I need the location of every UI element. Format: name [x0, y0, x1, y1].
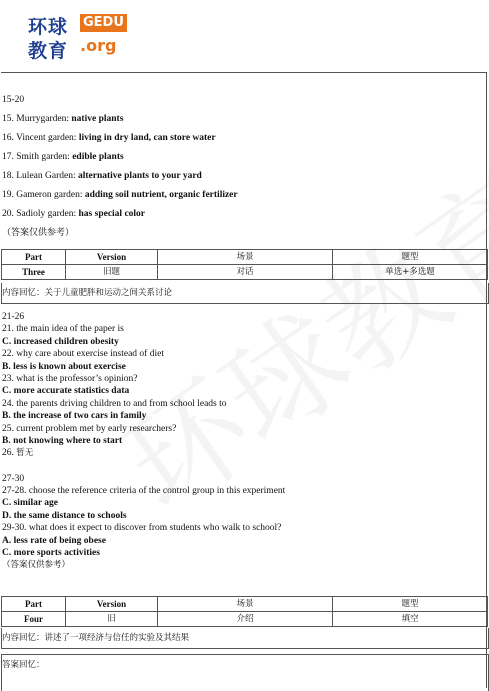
q-line: 22. why care about exercise instead of diet — [2, 349, 164, 360]
answer-line: B. less is known about exercise — [2, 361, 126, 372]
answer-line: 19. Gameron garden: adding soil nutrient, organic fertilizer — [2, 190, 238, 200]
q-line: 26. 暂无 — [2, 448, 34, 459]
answer-line: C. more sports activities — [2, 548, 100, 559]
recall-label: 内容回忆： — [2, 288, 45, 298]
reference-note: （答案仅供参考） — [2, 560, 71, 571]
gedu-logo — [28, 10, 138, 62]
section-15-20 — [2, 91, 238, 243]
part-four-table — [1, 596, 488, 627]
type-value: 填空 — [333, 612, 488, 627]
scene-value: 对话 — [158, 265, 333, 280]
q-line: 21. the main idea of the paper is — [2, 324, 124, 335]
part-value: Four — [2, 612, 66, 627]
section-21-30 — [2, 311, 285, 572]
header-type: 题型 — [333, 597, 488, 612]
answer-line: C. increased children obesity — [2, 336, 119, 347]
answer-line: B. not knowing where to start — [2, 435, 123, 446]
range-label: 15-20 — [2, 95, 25, 105]
answer-line: C. more accurate statistics data — [2, 386, 130, 397]
recall-text: 讲述了一项经济与信任的实验及其结果 — [44, 633, 190, 643]
logo-en-bottom: .org — [80, 36, 117, 55]
version-value: 旧题 — [66, 265, 158, 280]
q-line: 25. current problem met by early researchers? — [2, 423, 177, 434]
logo-cn-bottom: 教育 — [28, 40, 69, 62]
answer-line: B. the increase of two cars in family — [2, 411, 147, 422]
version-value: 旧 — [66, 612, 158, 627]
answer-line: 17. Smith garden: edible plants — [2, 152, 124, 162]
part-value: Three — [2, 265, 66, 280]
answer-line: C. similar age — [2, 498, 59, 509]
type-value: 单选+多选题 — [333, 265, 488, 280]
header-scene: 场景 — [158, 597, 333, 612]
answer-line: 18. Lulean Garden: alternative plants to your yard — [2, 171, 202, 181]
content-recall-part3 — [1, 283, 489, 304]
recall-label: 内容回忆： — [2, 633, 45, 643]
answer-line: 20. Sadioly garden: has special color — [2, 209, 146, 219]
q-line: 29-30. what does it expect to discover from students who walk to school? — [2, 523, 282, 534]
header-part: Part — [2, 250, 66, 265]
logo-en-top: GEDU — [80, 14, 127, 32]
header-scene: 场景 — [158, 250, 333, 265]
answer-recall: 答案回忆： — [1, 654, 489, 691]
scene-value: 介绍 — [158, 612, 333, 627]
logo-cn-top: 环球 — [28, 16, 69, 38]
header-version: Version — [66, 597, 158, 612]
answer-line: 16. Vincent garden: living in dry land, can store water — [2, 133, 216, 143]
header-type: 题型 — [333, 250, 488, 265]
answer-line: A. less rate of being obese — [2, 535, 106, 546]
q-line: 23. what is the professor’s opinion? — [2, 373, 138, 384]
content-recall-part4 — [1, 628, 489, 649]
header-version: Version — [66, 250, 158, 265]
header-part: Part — [2, 597, 66, 612]
reference-note: （答案仅供参考） — [2, 228, 75, 238]
part-three-table — [1, 249, 488, 280]
range-label: 27-30 — [2, 473, 25, 484]
answer-line: 15. Murrygarden: native plants — [2, 114, 124, 124]
q-line: 27-28. choose the reference criteria of the control group in this experiment — [2, 486, 286, 497]
recall-text: 关于儿童肥胖和运动之间关系讨论 — [44, 288, 173, 298]
answer-line: D. the same distance to schools — [2, 510, 127, 521]
q-line: 24. the parents driving children to and from school leads to — [2, 398, 227, 409]
range-label: 21-26 — [2, 312, 25, 322]
